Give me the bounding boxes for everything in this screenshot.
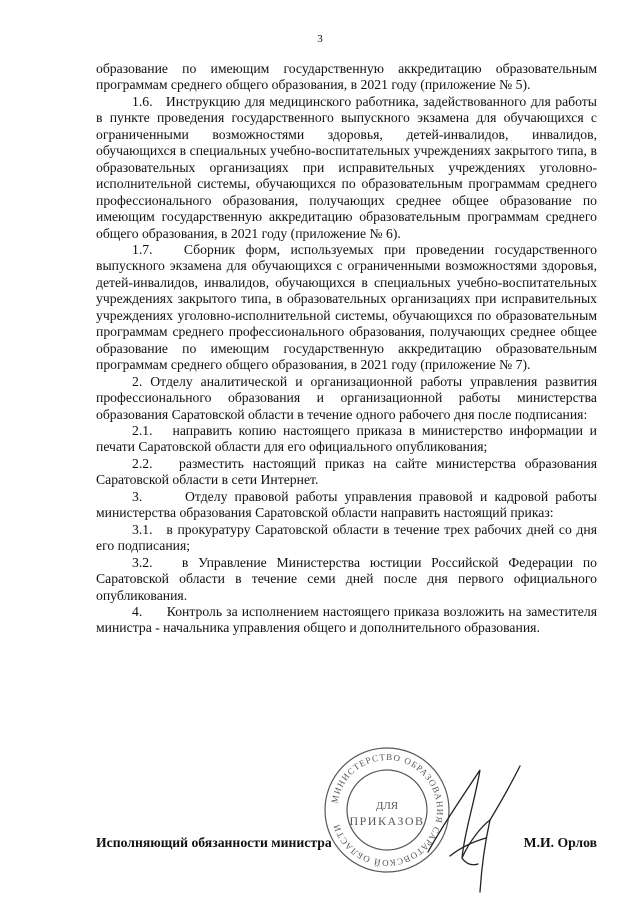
document-body [96, 61, 597, 637]
paragraph: образование по имеющим государственную аккредитацию образовательным программам среднего общего образования, в 2021 году (приложение № 5). [96, 61, 597, 93]
stamp-ring-text: МИНИСТЕРСТВО ОБРАЗОВАНИЯ САРАТОВСКОЙ ОБЛАСТИ [329, 751, 446, 869]
signatory-title: Исполняющий обязанности министра [96, 835, 332, 850]
paragraph: 2.2. разместить настоящий приказ на сайте министерства образования Саратовской области в сети Интернет. [96, 455, 597, 488]
stamp-line-1: ДЛЯ [375, 800, 399, 812]
paragraph: 2.1. направить копию настоящего приказа в министерство информации и печати Саратовской области для его официального опубликования; [96, 422, 597, 455]
stamp-line-2: ПРИКАЗОВ [349, 814, 425, 828]
signatory-name: М.И. Орлов [523, 835, 597, 850]
paragraph: 1.7. Сборник форм, используемых при проведении государственного выпускного экзамена для обучающихся с ограниченными возможностями здоровья, детей-инвалидов, инвалидов, обучающихся в специальных учебно-воспитательных учреждениях закрытого типа, в образовательных организациях при исправительных учреждениях уголовно-исполнительной системы, обучающихся по образовательным программам среднего профессионального образования, получающих среднее общее образование по имеющим государственную аккредитацию образовательным программам среднего общего образования, в 2021 году (приложение № 7). [96, 241, 597, 373]
paragraph: 3.1. в прокуратуру Саратовской области в течение трех рабочих дней со дня его подписания; [96, 521, 597, 554]
paragraph: 2. Отделу аналитической и организационной работы управления развития профессионального образования и организационной работы министерства образования Саратовской области в течение одного рабочего дня после подписания: [96, 373, 597, 422]
signature-block [96, 835, 597, 855]
paragraph: 3.2. в Управление Министерства юстиции Российской Федерации по Саратовской области в течение семи дней после дня первого официального опубликования. [96, 554, 597, 603]
paragraph: 1.6. Инструкцию для медицинского работника, задействованного для работы в пункте проведения государственного выпускного экзамена для обучающихся с ограниченными возможностями здоровья, детей-инвалидов, инвалидов, обучающихся в специальных учебно-воспитательных учреждениях закрытого типа, в образовательных организациях при исправительных учреждениях уголовно-исполнительной системы, обучающихся по образовательным программам среднего профессионального образования, получающих среднее общее образование по имеющим государственную аккредитацию образовательным программам среднего общего образования, в 2021 году (приложение № 6). [96, 93, 597, 241]
paragraph: 4. Контроль за исполнением настоящего приказа возложить на заместителя министра - начальника управления общего и дополнительного образования. [96, 603, 597, 636]
paragraph: 3. Отделу правовой работы управления правовой и кадровой работы министерства образования Саратовской области направить настоящий приказ: [96, 488, 597, 521]
page-number: 3 [317, 33, 323, 45]
handwritten-signature [420, 760, 530, 900]
